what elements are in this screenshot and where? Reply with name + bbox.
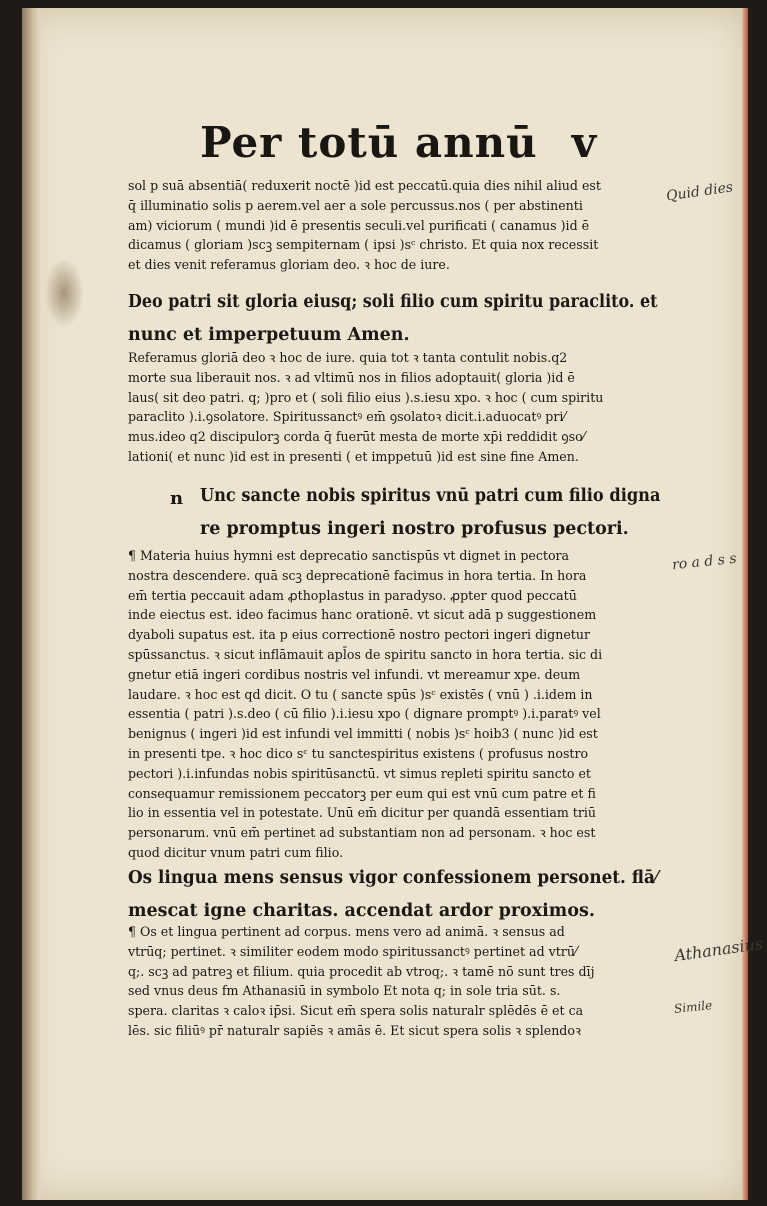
commentary-block-4 bbox=[128, 922, 658, 1041]
verse-line: mescat igne charitas. accendat ardor proximos. bbox=[128, 901, 595, 921]
text-line: essentia ( patri ).s.deo ( cū filio ).i.iesu xpo ( dignare promptꝰ ).i.paratꝰ vel bbox=[128, 706, 601, 722]
running-header bbox=[200, 118, 597, 167]
text-line: lationi( et nunc )id est in presenti ( et imppetuū )id est sine fine Amen. bbox=[128, 448, 579, 464]
verse-line: Os lingua mens sensus vigor confessionem personet. flā⁄ bbox=[128, 868, 658, 888]
text-line: spera. claritas ꝛ caloꝛ ip̄si. Sicut em̄ spera solis naturalr splēdēs ē et ca bbox=[128, 1003, 584, 1019]
text-line: morte sua liberauit nos. ꝛ ad vltimū nos in filios adoptauit( gloria )id ē bbox=[128, 369, 575, 385]
text-line: em̄ tertia peccauit adam ꝓthoplastus in paradyso. ꝓpter quod peccatū bbox=[128, 587, 577, 603]
text-line: quod dicitur vnum patri cum filio. bbox=[128, 844, 344, 860]
text-line: lio in essentia vel in potestate. Unū em̄ dicitur per quandā essentiam triū bbox=[128, 805, 596, 821]
folio-number: v bbox=[571, 118, 598, 167]
hymn-verse-2 bbox=[200, 480, 660, 546]
text-line: consequamur remissionem peccatorꝫ per eum qui est vnū cum patre et fi bbox=[128, 785, 596, 801]
text-line: vtrūq; pertinet. ꝛ similiter eodem modo spiritussanctꝰ pertinet ad vtrū⁄ bbox=[128, 943, 578, 959]
initial-guide-letter: n bbox=[170, 488, 184, 509]
verse-line: re promptus ingeri nostro profusus pectori. bbox=[200, 519, 629, 539]
text-line: laus( sit deo patri. q; )pro et ( soli filio eius ).s.iesu xpo. ꝛ hoc ( cum spiritu bbox=[128, 389, 604, 405]
margin-annotation: Simile bbox=[673, 998, 713, 1016]
margin-annotation: ro a d s s bbox=[671, 550, 738, 574]
text-line: Referamus gloriā deo ꝛ hoc de iure. quia tot ꝛ tanta contulit nobis.q2 bbox=[128, 350, 568, 365]
text-line: dyaboli supatus est. ita p eius correctionē nostro pectori ingeri dignetur bbox=[128, 627, 590, 643]
text-line: et dies venit referamus gloriam deo. ꝛ hoc de iure. bbox=[128, 257, 450, 273]
hymn-verse-1 bbox=[128, 286, 658, 352]
commentary-block-1 bbox=[128, 176, 658, 275]
text-line: q;. scꝫ ad patreꝫ et filium. quia procedit ab vtroq;. ꝛ tamē nō sunt tres dīj bbox=[128, 963, 595, 979]
binding-gutter bbox=[22, 8, 40, 1200]
text-line: sed vnus deus fm Athanasiū in symbolo Et nota q; in sole tria sūt. s. bbox=[128, 983, 561, 999]
text-line: q̄ illuminatio solis p aerem.vel aer a sole percussus.nos ( per abstinenti bbox=[128, 197, 583, 213]
text-line: paraclito ).i.ꝯsolatore. Spiritussanctꝰ em̄ ꝯsolatoꝛ dicit.i.aduocatꝰ pri⁄ bbox=[128, 409, 566, 425]
margin-annotation: Quid dies bbox=[665, 179, 735, 205]
text-line: nostra descendere. quā scꝫ deprecationē facimus in hora tertia. In hora bbox=[128, 567, 587, 583]
text-line: in presenti tpe. ꝛ hoc dico sᶜ tu sanctespiritus existens ( profusus nostro bbox=[128, 745, 589, 761]
header-title: Per totū annū bbox=[200, 118, 538, 167]
text-line: am) viciorum ( mundi )id ē presentis seculi.vel purificati ( canamus )id ē bbox=[128, 217, 590, 233]
margin-annotation: Athanasius bbox=[673, 933, 765, 966]
text-line: laudare. ꝛ hoc est qd dicit. O tu ( sancte spūs )sᶜ existēs ( vnū ) .i.idem in bbox=[128, 686, 593, 702]
text-line: benignus ( ingeri )id est infundi vel immitti ( nobis )sᶜ hoib3 ( nunc )id est bbox=[128, 726, 598, 742]
text-line: ¶ Materia huius hymni est deprecatio sanctispūs vt dignet in pectora bbox=[128, 548, 570, 563]
text-line: inde eiectus est. ideo facimus hanc orationē. vt sicut adā p suggestionem bbox=[128, 607, 597, 623]
manuscript-page bbox=[22, 8, 765, 1200]
page-edge bbox=[742, 8, 748, 1200]
hymn-verse-3 bbox=[128, 862, 658, 928]
text-line: mus.ideo q2 discipulorꝫ corda q̄ fuerūt mesta de morte xp̄i reddidit ꝯso⁄ bbox=[128, 429, 585, 445]
commentary-block-3 bbox=[128, 546, 658, 863]
text-line: personarum. vnū em̄ pertinet ad substantiam non ad personam. ꝛ hoc est bbox=[128, 825, 596, 841]
commentary-block-2 bbox=[128, 348, 658, 467]
text-line: ¶ Os et lingua pertinent ad corpus. mens vero ad animā. ꝛ sensus ad bbox=[128, 924, 565, 939]
text-line: gnetur etiā ingeri cordibus nostris vel infundi. vt mereamur xpe. deum bbox=[128, 666, 581, 682]
text-line: dicamus ( gloriam )scꝫ sempiternam ( ipsi )sᶜ christo. Et quia nox recessit bbox=[128, 237, 599, 253]
verse-line: nunc et imperpetuum Amen. bbox=[128, 325, 410, 345]
text-line: lēs. sic filiūꝰ pr̄ naturalr sapiēs ꝛ amās ē. Et sicut spera solis ꝛ splendoꝛ bbox=[128, 1022, 581, 1038]
page-stain bbox=[44, 258, 84, 328]
verse-line: Deo patri sit gloria eiusq; soli filio cum spiritu paraclito. et bbox=[128, 292, 658, 312]
text-line: sol p suā absentiā( reduxerit noctē )id est peccatū.quia dies nihil aliud est bbox=[128, 178, 601, 193]
text-line: pectori ).i.infundas nobis spiritūsanctū. vt simus repleti spiritu sancto et bbox=[128, 765, 591, 781]
verse-line: Unc sancte nobis spiritus vnū patri cum filio digna bbox=[200, 486, 661, 506]
text-line: spūssanctus. ꝛ sicut inflāmauit apl̄os de spiritu sancto in hora tertia. sic di bbox=[128, 646, 603, 662]
